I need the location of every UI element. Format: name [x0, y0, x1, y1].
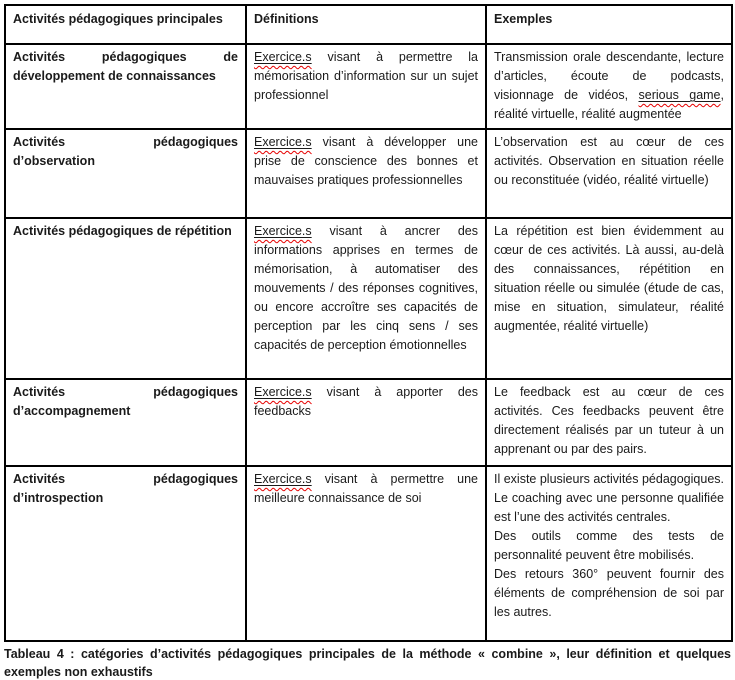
- spellcheck-squiggle: [254, 135, 312, 149]
- definition-cell: [246, 44, 486, 129]
- spellcheck-squiggle: [254, 385, 312, 399]
- misspelled-word: Exercice.s: [254, 135, 312, 149]
- definition-cell: [246, 218, 486, 379]
- definition-text: visant à ancrer des informations apprises en termes de mémorisation, à automatiser des mouvements / des réponses cognitives, ou encore accroître ses capacités de perception par les cinq sens / ses capacités de perception émotionnelles: [254, 224, 478, 352]
- header-activities: Activités pédagogiques principales: [5, 5, 246, 44]
- examples-text: Transmission orale descendante, lecture d’articles, écoute de podcasts, visionnage de vidéos,: [494, 50, 724, 102]
- table-caption: Tableau 4 : catégories d’activités pédagogiques principales de la méthode « combine », leur définition et quelques exemples non exhaustifs: [4, 647, 731, 679]
- spellcheck-squiggle: [639, 88, 721, 102]
- examples-text: L’observation est au cœur de ces activités. Observation en situation réelle ou reconstituée (vidéo, réalité virtuelle): [494, 135, 724, 187]
- examples-cell: [486, 44, 732, 129]
- examples-paragraph: Des retours 360° peuvent fournir des éléments de compréhension de soi par les autres.: [494, 567, 724, 619]
- definition-text: visant à permettre la mémorisation d’information sur un sujet professionnel: [254, 50, 478, 102]
- examples-text: Le feedback est au cœur de ces activités. Ces feedbacks peuvent être directement réalisés par un tuteur à un apprenant ou par des pairs.: [494, 385, 724, 456]
- examples-cell: [486, 218, 732, 379]
- examples-cell: [486, 129, 732, 218]
- definition-text: visant à développer une prise de conscience des bonnes et mauvaises pratiques professionnelles: [254, 135, 478, 187]
- table-row: [5, 466, 732, 641]
- category-cell: Activités pédagogiques d’introspection: [5, 466, 246, 641]
- spellcheck-squiggle: [254, 50, 312, 64]
- table-row: [5, 379, 732, 466]
- misspelled-word: Exercice.s: [254, 385, 312, 399]
- examples-text: , réalité virtuelle, réalité augmentée: [494, 88, 724, 121]
- definition-text: visant à permettre une meilleure connaissance de soi: [254, 472, 478, 505]
- category-cell: Activités pédagogiques de répétition: [5, 218, 246, 379]
- misspelled-word: Exercice.s: [254, 50, 312, 64]
- definition-cell: [246, 129, 486, 218]
- examples-paragraph: Il existe plusieurs activités pédagogiques. Le coaching avec une personne qualifiée est l’une des activités centrales.: [494, 472, 724, 524]
- definition-cell: [246, 466, 486, 641]
- examples-cell: [486, 379, 732, 466]
- definition-text: visant à apporter des feedbacks: [254, 385, 478, 418]
- definition-cell: [246, 379, 486, 466]
- examples-text: La répétition est bien évidemment au cœur de ces activités. Là aussi, au-delà des connaissances, répétition en situation réelle ou simulée (étude de cas, mise en situation, simulateur, réalité augmentée, réalité virtuelle): [494, 224, 724, 333]
- table-row: [5, 129, 732, 218]
- misspelled-word: Exercice.s: [254, 224, 312, 238]
- table-row: [5, 44, 732, 129]
- table-row: [5, 218, 732, 379]
- category-cell: Activités pédagogiques de développement de connaissances: [5, 44, 246, 129]
- spellcheck-squiggle: [254, 224, 312, 238]
- misspelled-word: Exercice.s: [254, 472, 312, 486]
- table-header-row: [5, 5, 732, 44]
- header-examples: Exemples: [486, 5, 732, 44]
- spellcheck-squiggle: [254, 472, 312, 486]
- activities-table: [4, 4, 733, 642]
- header-definitions: Définitions: [246, 5, 486, 44]
- examples-paragraph: Des outils comme des tests de personnalité peuvent être mobilisés.: [494, 529, 724, 562]
- examples-cell: [486, 466, 732, 641]
- category-cell: Activités pédagogiques d’observation: [5, 129, 246, 218]
- misspelled-word: serious game: [638, 88, 721, 102]
- category-cell: Activités pédagogiques d’accompagnement: [5, 379, 246, 466]
